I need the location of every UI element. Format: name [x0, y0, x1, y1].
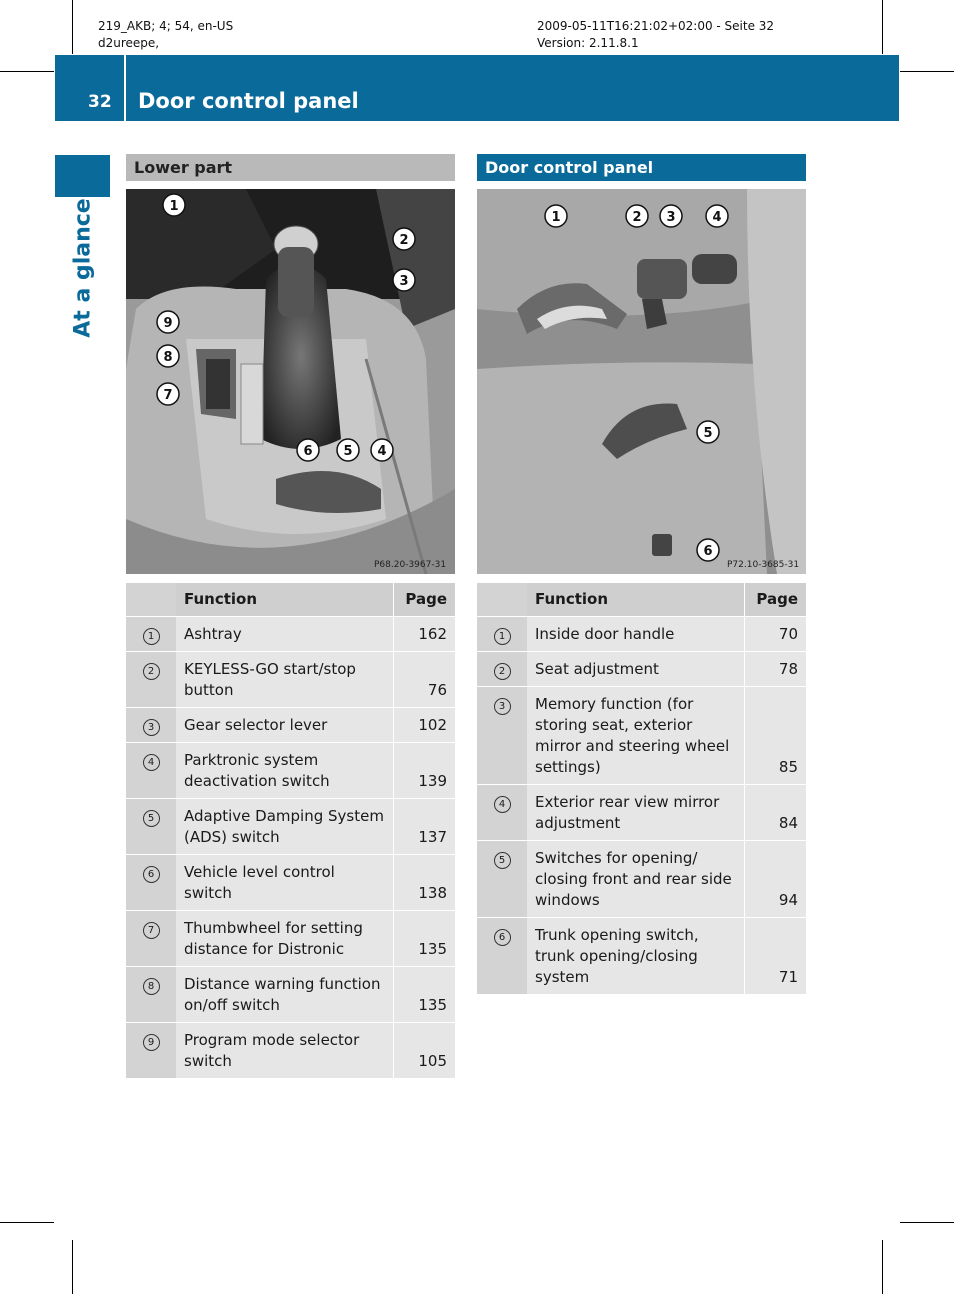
photo-marker: [157, 345, 179, 367]
svg-text:4: 4: [377, 444, 387, 459]
svg-text:6: 6: [303, 444, 313, 459]
page-cell: 135: [394, 911, 456, 967]
item-number: 8: [143, 978, 160, 995]
photo-code: P72.10-3685-31: [727, 560, 800, 570]
table-row: [126, 708, 455, 743]
photo-marker: [545, 205, 567, 227]
table-row: [477, 652, 806, 687]
item-number: 1: [143, 628, 160, 645]
print-meta-right: [537, 18, 774, 52]
svg-text:5: 5: [703, 426, 713, 441]
function-cell: Program mode selector switch: [176, 1023, 394, 1079]
svg-text:9: 9: [163, 316, 173, 331]
table-row: [477, 841, 806, 918]
page-cell: 102: [394, 708, 456, 743]
svg-text:8: 8: [163, 350, 173, 365]
crop-mark: [882, 0, 883, 54]
function-cell: Switches for opening/ closing front and rear side windows: [527, 841, 745, 918]
page-cell: 105: [394, 1023, 456, 1079]
photo-marker: [393, 228, 415, 250]
side-tab-label: At a glance: [70, 198, 96, 338]
function-cell: Seat adjustment: [527, 652, 745, 687]
photo-marker: [337, 439, 359, 461]
door-control-panel-table: [477, 583, 806, 995]
crop-mark: [0, 1222, 54, 1223]
item-number: 5: [143, 810, 160, 827]
table-row: [477, 918, 806, 995]
photo-marker: [660, 205, 682, 227]
photo-code: P68.20-3967-31: [374, 560, 447, 570]
column-header-page: Page: [394, 583, 456, 617]
page-cell: 70: [745, 617, 807, 652]
item-number: 5: [494, 852, 511, 869]
photo-marker: [371, 439, 393, 461]
item-number: 3: [494, 698, 511, 715]
crop-mark: [72, 1240, 73, 1294]
table-row: [477, 687, 806, 785]
function-cell: Thumbwheel for setting distance for Distronic: [176, 911, 394, 967]
item-number: 2: [143, 663, 160, 680]
photo-marker: [697, 539, 719, 561]
photo-marker: [626, 205, 648, 227]
table-row: [126, 855, 455, 911]
function-cell: KEYLESS-GO start/stop button: [176, 652, 394, 708]
svg-text:2: 2: [399, 233, 409, 248]
section-title-door-control-panel: Door control panel: [477, 154, 806, 181]
table-row: [477, 785, 806, 841]
crop-mark: [0, 71, 54, 72]
table-row: [126, 967, 455, 1023]
function-cell: Inside door handle: [527, 617, 745, 652]
crop-mark: [900, 1222, 954, 1223]
page-cell: 139: [394, 743, 456, 799]
table-row: [126, 911, 455, 967]
item-number: 6: [143, 866, 160, 883]
svg-text:7: 7: [163, 388, 173, 403]
table-row: [126, 617, 455, 652]
item-number: 6: [494, 929, 511, 946]
svg-text:6: 6: [703, 544, 713, 559]
photo-marker: [297, 439, 319, 461]
column-header-function: Function: [527, 583, 745, 617]
table-row: [126, 1023, 455, 1079]
svg-text:3: 3: [666, 210, 676, 225]
meta-left-line2: d2ureepe,: [98, 36, 160, 50]
header-divider: [124, 55, 126, 121]
table-row: [126, 743, 455, 799]
page-cell: 138: [394, 855, 456, 911]
photo-marker: [393, 269, 415, 291]
column-header-function: Function: [176, 583, 394, 617]
page-cell: 135: [394, 967, 456, 1023]
item-number: 3: [143, 719, 160, 736]
meta-right-line1: 2009-05-11T16:21:02+02:00 - Seite 32: [537, 19, 775, 33]
page-cell: 78: [745, 652, 807, 687]
meta-right-line2: Version: 2.11.8.1: [537, 36, 639, 50]
door-panel-photo: [477, 189, 806, 574]
function-cell: Exterior rear view mirror adjustment: [527, 785, 745, 841]
photo-marker: [157, 383, 179, 405]
crop-mark: [900, 71, 954, 72]
table-header-row: [126, 583, 455, 617]
meta-left-line1: 219_AKB; 4; 54, en-US: [98, 19, 234, 33]
svg-text:4: 4: [712, 210, 722, 225]
item-number: 7: [143, 922, 160, 939]
function-cell: Distance warning function on/off switch: [176, 967, 394, 1023]
crop-mark: [72, 0, 73, 54]
photo-marker: [157, 311, 179, 333]
lower-part-table: [126, 583, 455, 1079]
page-number: 32: [88, 92, 112, 112]
print-meta-left: [98, 18, 233, 52]
svg-text:1: 1: [551, 210, 561, 225]
table-row: [126, 799, 455, 855]
photo-marker: [706, 205, 728, 227]
function-cell: Trunk opening switch, trunk opening/closing system: [527, 918, 745, 995]
function-cell: Vehicle level control switch: [176, 855, 394, 911]
table-header-row: [477, 583, 806, 617]
column-header-page: Page: [745, 583, 807, 617]
photo-marker: [697, 421, 719, 443]
item-number: 2: [494, 663, 511, 680]
table-row: [477, 617, 806, 652]
function-cell: Parktronic system deactivation switch: [176, 743, 394, 799]
section-title-lower-part: Lower part: [126, 154, 455, 181]
page-cell: 137: [394, 799, 456, 855]
item-number: 4: [494, 796, 511, 813]
page-cell: 76: [394, 652, 456, 708]
lower-part-photo: [126, 189, 455, 574]
page-cell: 84: [745, 785, 807, 841]
item-number: 1: [494, 628, 511, 645]
function-cell: Gear selector lever: [176, 708, 394, 743]
function-cell: Adaptive Damping System (ADS) switch: [176, 799, 394, 855]
page-cell: 85: [745, 687, 807, 785]
side-tab-block: [55, 155, 110, 197]
item-number: 9: [143, 1034, 160, 1051]
crop-mark: [882, 1240, 883, 1294]
page-cell: 71: [745, 918, 807, 995]
svg-text:1: 1: [169, 199, 179, 214]
page-cell: 94: [745, 841, 807, 918]
page-cell: 162: [394, 617, 456, 652]
function-cell: Ashtray: [176, 617, 394, 652]
photo-marker: [163, 194, 185, 216]
svg-text:2: 2: [632, 210, 642, 225]
item-number: 4: [143, 754, 160, 771]
function-cell: Memory function (for storing seat, exterior mirror and steering wheel settings): [527, 687, 745, 785]
page-title: Door control panel: [138, 89, 359, 113]
svg-text:3: 3: [399, 274, 409, 289]
table-row: [126, 652, 455, 708]
svg-text:5: 5: [343, 444, 353, 459]
